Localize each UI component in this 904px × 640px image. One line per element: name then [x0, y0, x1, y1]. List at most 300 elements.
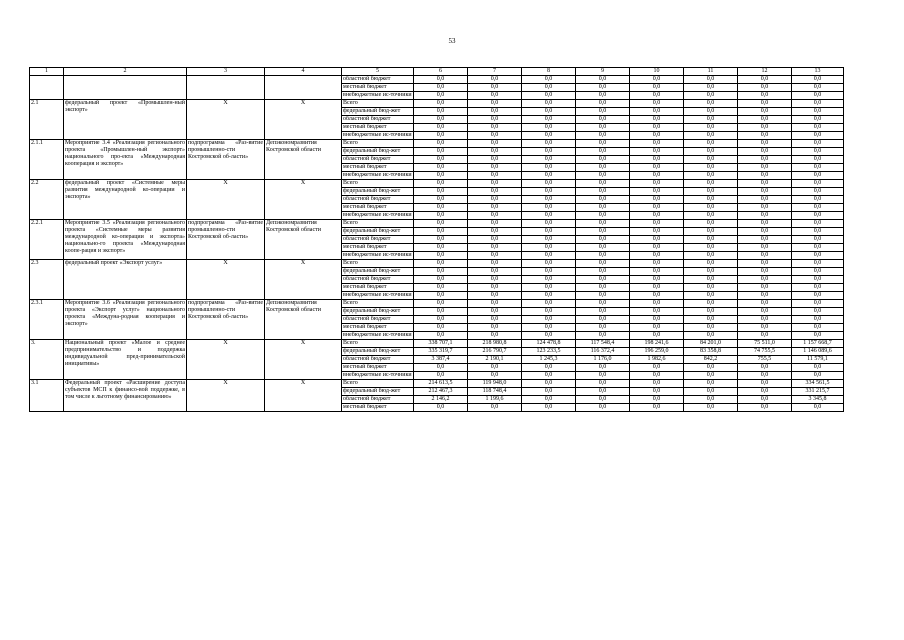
value-cell: 0,0: [630, 308, 684, 316]
funding-source: внебюджетные ис-точники: [343, 372, 412, 378]
value-cell: 0,0: [468, 140, 522, 148]
value-cell: 0,0: [792, 156, 844, 164]
row-name: Федеральный проект «Расширение доступа субъектов МСП к финансо-вой поддержке, в том числе к льготному финансированию»: [64, 380, 187, 412]
value-cell: 0,0: [738, 220, 792, 228]
value-cell: 0,0: [468, 156, 522, 164]
value-cell: 1 245,3: [522, 356, 576, 364]
value-cell: 196 259,0: [630, 348, 684, 356]
value-cell: 0,0: [792, 148, 844, 156]
value-cell: 3 387,4: [414, 356, 468, 364]
value-cell: 0,0: [630, 324, 684, 332]
value-cell: 0,0: [468, 276, 522, 284]
value-cell: 0,0: [738, 148, 792, 156]
funding-source: Всего: [342, 340, 414, 348]
value-cell: 0,0: [684, 164, 738, 172]
value-cell: 0,0: [630, 292, 684, 300]
value-cell: 0,0: [630, 284, 684, 292]
value-cell: 0,0: [684, 268, 738, 276]
value-cell: 117 548,4: [576, 340, 630, 348]
value-cell: 0,0: [684, 148, 738, 156]
value-cell: 0,0: [522, 180, 576, 188]
value-cell: 0,0: [522, 284, 576, 292]
value-cell: 0,0: [522, 188, 576, 196]
row-name: Мероприятие 3.4 «Реализация регионального проекта «Промышлен-ный экспорт» национального про-екта «Международная кооперация и экспорт»: [64, 140, 187, 180]
value-cell: 0,0: [792, 172, 844, 180]
value-cell: 0,0: [792, 140, 844, 148]
value-cell: 0,0: [738, 228, 792, 236]
funding-source: местный бюджет: [342, 204, 414, 212]
funding-source: местный бюджет: [342, 124, 414, 132]
value-cell: 0,0: [630, 372, 684, 380]
funding-source: областной бюджет: [342, 236, 414, 244]
value-cell: 0,0: [630, 300, 684, 308]
value-cell: 0,0: [576, 228, 630, 236]
value-cell: 0,0: [468, 268, 522, 276]
value-cell: 0,0: [576, 140, 630, 148]
value-cell: 0,0: [738, 116, 792, 124]
value-cell: 0,0: [468, 92, 522, 100]
row-code: 2.2: [30, 180, 64, 220]
value-cell: 0,0: [576, 404, 630, 412]
value-cell: 0,0: [576, 372, 630, 380]
value-cell: 0,0: [522, 140, 576, 148]
value-cell: 0,0: [522, 372, 576, 380]
value-cell: 0,0: [522, 76, 576, 84]
funding-source: федеральный бюд-жет: [342, 188, 414, 196]
value-cell: 0,0: [414, 172, 468, 180]
value-cell: 0,0: [630, 180, 684, 188]
value-cell: 0,0: [738, 316, 792, 324]
row-responsible: Депэкономразвития Костромской области: [265, 140, 342, 180]
value-cell: 0,0: [792, 260, 844, 268]
value-cell: 0,0: [630, 388, 684, 396]
value-cell: 0,0: [738, 164, 792, 172]
value-cell: 0,0: [414, 76, 468, 84]
value-cell: 0,0: [414, 204, 468, 212]
value-cell: 0,0: [522, 148, 576, 156]
funding-source: внебюджетные ис-точники: [343, 132, 412, 138]
value-cell: 0,0: [684, 124, 738, 132]
value-cell: 0,0: [738, 276, 792, 284]
value-cell: 0,0: [468, 292, 522, 300]
funding-source: Всего: [342, 180, 414, 188]
value-cell: 0,0: [576, 388, 630, 396]
value-cell: 0,0: [738, 180, 792, 188]
value-cell: 0,0: [468, 100, 522, 108]
value-cell: 0,0: [576, 196, 630, 204]
value-cell: 0,0: [630, 276, 684, 284]
value-cell: 0,0: [630, 364, 684, 372]
value-cell: 216 790,7: [468, 348, 522, 356]
value-cell: 0,0: [792, 268, 844, 276]
row-executor: подпрограмма «Раз-витие промышленно-сти Костромской об-ласти»: [187, 140, 265, 180]
value-cell: 0,0: [792, 324, 844, 332]
value-cell: 0,0: [522, 228, 576, 236]
funding-source: областной бюджет: [342, 316, 414, 324]
value-cell: 0,0: [468, 308, 522, 316]
value-cell: 1 176,0: [576, 356, 630, 364]
row-code: [30, 76, 64, 100]
value-cell: 0,0: [576, 212, 630, 220]
value-cell: 0,0: [468, 148, 522, 156]
value-cell: 0,0: [576, 300, 630, 308]
value-cell: 2 190,1: [468, 356, 522, 364]
value-cell: 0,0: [630, 196, 684, 204]
value-cell: 0,0: [630, 212, 684, 220]
value-cell: 0,0: [576, 308, 630, 316]
value-cell: 0,0: [738, 132, 792, 140]
value-cell: 0,0: [576, 396, 630, 404]
value-cell: 0,0: [738, 124, 792, 132]
row-name: федеральный проект «Экспорт услуг»: [64, 260, 187, 300]
value-cell: 0,0: [684, 308, 738, 316]
value-cell: 0,0: [738, 300, 792, 308]
row-code: 3.: [30, 340, 64, 380]
value-cell: 0,0: [684, 212, 738, 220]
value-cell: 0,0: [684, 388, 738, 396]
value-cell: 0,0: [630, 252, 684, 260]
value-cell: 0,0: [684, 84, 738, 92]
value-cell: 0,0: [522, 364, 576, 372]
value-cell: 0,0: [468, 124, 522, 132]
funding-source: местный бюджет: [342, 244, 414, 252]
value-cell: 0,0: [468, 212, 522, 220]
row-responsible: [265, 76, 342, 100]
value-cell: 0,0: [630, 404, 684, 412]
value-cell: 0,0: [522, 156, 576, 164]
value-cell: 0,0: [522, 212, 576, 220]
value-cell: 0,0: [576, 188, 630, 196]
value-cell: 0,0: [468, 116, 522, 124]
value-cell: 0,0: [576, 292, 630, 300]
funding-source: внебюджетные ис-точники: [343, 332, 412, 338]
value-cell: 0,0: [684, 188, 738, 196]
value-cell: 0,0: [576, 108, 630, 116]
value-cell: 124 478,8: [522, 340, 576, 348]
value-cell: 0,0: [630, 332, 684, 340]
value-cell: 0,0: [684, 364, 738, 372]
value-cell: 0,0: [414, 252, 468, 260]
value-cell: 0,0: [684, 260, 738, 268]
value-cell: 212 467,3: [414, 388, 468, 396]
value-cell: 0,0: [630, 148, 684, 156]
value-cell: 0,0: [792, 236, 844, 244]
value-cell: 0,0: [576, 276, 630, 284]
value-cell: 0,0: [414, 372, 468, 380]
value-cell: 0,0: [792, 132, 844, 140]
value-cell: 0,0: [630, 108, 684, 116]
value-cell: 118 748,4: [468, 388, 522, 396]
value-cell: 0,0: [792, 308, 844, 316]
value-cell: 0,0: [684, 236, 738, 244]
value-cell: 0,0: [792, 92, 844, 100]
value-cell: 0,0: [684, 228, 738, 236]
value-cell: 218 980,8: [468, 340, 522, 348]
value-cell: 0,0: [630, 164, 684, 172]
value-cell: 0,0: [792, 188, 844, 196]
value-cell: 0,0: [576, 268, 630, 276]
value-cell: 0,0: [468, 404, 522, 412]
value-cell: 0,0: [738, 236, 792, 244]
funding-source: областной бюджет: [342, 396, 414, 404]
value-cell: 0,0: [630, 76, 684, 84]
header-cell: 3: [187, 68, 265, 76]
value-cell: 214 613,5: [414, 380, 468, 388]
value-cell: 0,0: [630, 268, 684, 276]
value-cell: 0,0: [522, 276, 576, 284]
value-cell: 0,0: [738, 308, 792, 316]
value-cell: 0,0: [414, 92, 468, 100]
table-row: [30, 100, 844, 108]
value-cell: 842,2: [684, 356, 738, 364]
value-cell: 0,0: [738, 284, 792, 292]
value-cell: 0,0: [576, 172, 630, 180]
value-cell: 0,0: [630, 236, 684, 244]
funding-source: областной бюджет: [342, 156, 414, 164]
value-cell: 0,0: [792, 316, 844, 324]
funding-source: местный бюджет: [342, 284, 414, 292]
value-cell: 0,0: [684, 316, 738, 324]
value-cell: 0,0: [414, 228, 468, 236]
value-cell: 0,0: [792, 404, 844, 412]
header-cell: 11: [684, 68, 738, 76]
funding-source: Всего: [342, 220, 414, 228]
value-cell: 119 948,0: [468, 380, 522, 388]
value-cell: 0,0: [684, 220, 738, 228]
value-cell: 0,0: [414, 124, 468, 132]
value-cell: 338 707,1: [414, 340, 468, 348]
value-cell: 0,0: [522, 236, 576, 244]
value-cell: 331 215,7: [792, 388, 844, 396]
row-name: федеральный проект «Промышлен-ный экспорт»: [64, 100, 187, 140]
value-cell: 0,0: [414, 140, 468, 148]
value-cell: 0,0: [630, 316, 684, 324]
value-cell: 0,0: [576, 164, 630, 172]
value-cell: 0,0: [522, 292, 576, 300]
value-cell: 0,0: [792, 300, 844, 308]
value-cell: 0,0: [792, 108, 844, 116]
value-cell: 0,0: [684, 132, 738, 140]
value-cell: 75 511,0: [738, 340, 792, 348]
value-cell: 0,0: [792, 196, 844, 204]
funding-source: внебюджетные ис-точники: [343, 172, 412, 178]
funding-source: Всего: [342, 380, 414, 388]
value-cell: 0,0: [792, 364, 844, 372]
header-cell: 4: [265, 68, 342, 76]
funding-source: Всего: [342, 300, 414, 308]
value-cell: 0,0: [414, 276, 468, 284]
value-cell: 0,0: [684, 276, 738, 284]
value-cell: 0,0: [630, 132, 684, 140]
value-cell: 0,0: [738, 324, 792, 332]
value-cell: 0,0: [576, 316, 630, 324]
value-cell: 0,0: [630, 260, 684, 268]
value-cell: 0,0: [414, 284, 468, 292]
value-cell: 0,0: [522, 332, 576, 340]
value-cell: 0,0: [684, 92, 738, 100]
row-name: Мероприятие 3.5 «Реализация регионального проекта «Системные меры развития международной ко-операции и экспорта» национально-го проекта «Международная коопе-рация и экспорт»: [64, 220, 187, 260]
row-executor: Х: [187, 380, 265, 412]
row-executor: Х: [187, 100, 265, 140]
value-cell: 0,0: [522, 92, 576, 100]
table-row: [30, 140, 844, 148]
value-cell: 0,0: [576, 332, 630, 340]
row-code: 3.1: [30, 380, 64, 412]
row-responsible: Х: [265, 340, 342, 380]
value-cell: 0,0: [684, 116, 738, 124]
value-cell: 0,0: [468, 76, 522, 84]
value-cell: 0,0: [522, 396, 576, 404]
value-cell: 0,0: [792, 212, 844, 220]
value-cell: 0,0: [738, 244, 792, 252]
value-cell: 0,0: [576, 76, 630, 84]
value-cell: 0,0: [738, 84, 792, 92]
value-cell: 0,0: [414, 220, 468, 228]
table-row: [30, 76, 844, 84]
value-cell: 0,0: [576, 92, 630, 100]
value-cell: 0,0: [576, 100, 630, 108]
value-cell: 0,0: [522, 260, 576, 268]
row-name: Национальный проект «Малое и среднее предпринимательство и поддержка индивидуальной пред-принимательской инициативы»: [64, 340, 187, 380]
value-cell: 0,0: [738, 372, 792, 380]
value-cell: 0,0: [576, 244, 630, 252]
value-cell: 0,0: [468, 316, 522, 324]
value-cell: 0,0: [684, 300, 738, 308]
value-cell: 0,0: [522, 300, 576, 308]
row-executor: Х: [187, 340, 265, 380]
table-row: [30, 220, 844, 228]
value-cell: 0,0: [630, 172, 684, 180]
value-cell: 0,0: [630, 380, 684, 388]
row-responsible: Депэкономразвития Костромской области: [265, 300, 342, 340]
funding-source: местный бюджет: [342, 84, 414, 92]
value-cell: 0,0: [414, 324, 468, 332]
value-cell: 0,0: [468, 284, 522, 292]
value-cell: 0,0: [414, 236, 468, 244]
value-cell: 0,0: [468, 132, 522, 140]
value-cell: 0,0: [468, 172, 522, 180]
row-responsible: Х: [265, 260, 342, 300]
value-cell: 0,0: [630, 220, 684, 228]
value-cell: 0,0: [522, 124, 576, 132]
header-cell: 7: [468, 68, 522, 76]
value-cell: 0,0: [684, 156, 738, 164]
value-cell: 0,0: [522, 164, 576, 172]
funding-source: Всего: [342, 100, 414, 108]
value-cell: 0,0: [684, 108, 738, 116]
value-cell: 0,0: [684, 324, 738, 332]
row-executor: Х: [187, 180, 265, 220]
value-cell: 0,0: [468, 196, 522, 204]
value-cell: 0,0: [576, 84, 630, 92]
value-cell: 0,0: [738, 364, 792, 372]
value-cell: 0,0: [576, 260, 630, 268]
value-cell: 0,0: [576, 380, 630, 388]
value-cell: 0,0: [414, 364, 468, 372]
header-cell: 5: [342, 68, 414, 76]
funding-source: областной бюджет: [342, 276, 414, 284]
value-cell: 1 146 089,6: [792, 348, 844, 356]
value-cell: 0,0: [576, 284, 630, 292]
value-cell: 0,0: [468, 188, 522, 196]
value-cell: 1 157 668,7: [792, 340, 844, 348]
value-cell: 1 199,6: [468, 396, 522, 404]
value-cell: 0,0: [630, 92, 684, 100]
value-cell: 0,0: [684, 76, 738, 84]
value-cell: 0,0: [522, 220, 576, 228]
value-cell: 0,0: [738, 388, 792, 396]
value-cell: 0,0: [684, 180, 738, 188]
row-code: 2.1.1: [30, 140, 64, 180]
funding-source: внебюджетные ис-точники: [343, 252, 412, 258]
row-code: 2.2.1: [30, 220, 64, 260]
value-cell: 0,0: [468, 204, 522, 212]
value-cell: 0,0: [738, 172, 792, 180]
value-cell: 0,0: [576, 116, 630, 124]
funding-source: внебюджетные ис-точники: [343, 212, 412, 218]
value-cell: 0,0: [522, 116, 576, 124]
value-cell: 0,0: [684, 396, 738, 404]
value-cell: 0,0: [684, 372, 738, 380]
value-cell: 0,0: [522, 268, 576, 276]
value-cell: 0,0: [738, 92, 792, 100]
value-cell: 0,0: [792, 220, 844, 228]
value-cell: 0,0: [792, 244, 844, 252]
value-cell: 0,0: [414, 404, 468, 412]
header-cell: 1: [30, 68, 64, 76]
row-name: [64, 76, 187, 100]
value-cell: 0,0: [414, 244, 468, 252]
value-cell: 0,0: [414, 260, 468, 268]
funding-source: областной бюджет: [342, 76, 414, 84]
value-cell: 0,0: [684, 252, 738, 260]
value-cell: 0,0: [684, 292, 738, 300]
value-cell: 0,0: [738, 156, 792, 164]
funding-source: областной бюджет: [342, 116, 414, 124]
table-row: [30, 180, 844, 188]
funding-source: Всего: [342, 260, 414, 268]
value-cell: 0,0: [576, 324, 630, 332]
value-cell: 0,0: [792, 180, 844, 188]
row-name: федеральный проект «Системные меры развития международной ко-операции и экспорта»: [64, 180, 187, 220]
value-cell: 0,0: [414, 292, 468, 300]
value-cell: 0,0: [576, 204, 630, 212]
value-cell: 0,0: [522, 172, 576, 180]
value-cell: 0,0: [468, 372, 522, 380]
value-cell: 0,0: [576, 364, 630, 372]
table-row: [30, 260, 844, 268]
value-cell: 0,0: [738, 108, 792, 116]
funding-source: областной бюджет: [342, 196, 414, 204]
value-cell: 0,0: [414, 180, 468, 188]
value-cell: 0,0: [684, 404, 738, 412]
value-cell: 0,0: [684, 380, 738, 388]
funding-source: местный бюджет: [342, 324, 414, 332]
table-row: [30, 340, 844, 348]
funding-source: местный бюджет: [342, 364, 414, 372]
value-cell: 0,0: [522, 308, 576, 316]
table-row: [30, 380, 844, 388]
value-cell: 0,0: [738, 140, 792, 148]
value-cell: 0,0: [630, 156, 684, 164]
header-cell: 10: [630, 68, 684, 76]
value-cell: 0,0: [522, 132, 576, 140]
value-cell: 0,0: [738, 100, 792, 108]
value-cell: 0,0: [738, 260, 792, 268]
value-cell: 0,0: [414, 196, 468, 204]
value-cell: 335 319,7: [414, 348, 468, 356]
row-name: Мероприятие 3.6 «Реализация регионального проекта «Экспорт услуг» национального проекта «Междуна-родная кооперация и экспорт»: [64, 300, 187, 340]
